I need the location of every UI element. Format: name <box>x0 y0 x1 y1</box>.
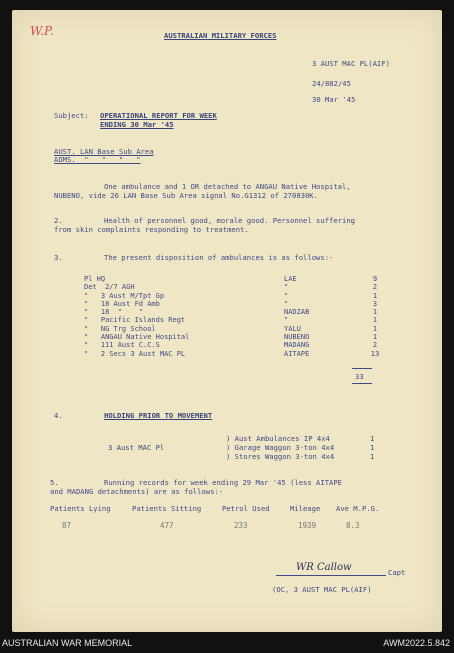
subject-line-1: OPERATIONAL REPORT FOR WEEK <box>100 111 217 120</box>
running-header-1: Patients Lying <box>50 504 111 513</box>
disposition-count: 1 <box>372 324 378 333</box>
para5-line-2: and MADANG detachments) are as follows:- <box>50 487 224 496</box>
disposition-count: 13 <box>370 349 380 358</box>
disposition-count: 9 <box>372 275 378 283</box>
para5-number: 5. <box>50 478 59 487</box>
disposition-row <box>84 283 384 291</box>
total-rule-bottom <box>352 383 372 384</box>
disposition-place: " <box>284 316 289 325</box>
signature-line <box>276 575 386 576</box>
disposition-row <box>84 333 384 341</box>
disposition-row <box>84 292 384 300</box>
disposition-count: 1 <box>372 291 378 300</box>
disposition-unit: " NG Trg School <box>84 324 156 333</box>
disposition-place: YALU <box>284 324 301 333</box>
reference-number: 24/882/45 <box>312 79 351 88</box>
para4-unit: 3 Aust MAC Pl <box>108 443 165 452</box>
running-header-5: Ave M.P.G. <box>336 504 380 513</box>
running-header-4: Mileage <box>290 504 321 513</box>
running-value-4: 1939 <box>298 521 317 530</box>
disposition-total: 33 <box>355 372 364 381</box>
disposition-unit: " 18 " " <box>84 308 144 317</box>
disposition-count: 1 <box>372 333 378 342</box>
running-value-5: 8.3 <box>346 521 360 530</box>
running-value-3: 233 <box>234 521 248 530</box>
disposition-place: MADANG <box>284 341 310 350</box>
addressee-line-2: ADMS. " " " " <box>54 155 141 164</box>
para4-number: 4. <box>54 411 63 420</box>
holding-count-1: 1 <box>370 434 375 443</box>
disposition-unit: " 3 Aust M/Tpt Gp <box>84 291 165 300</box>
para3-number: 3. <box>54 253 63 262</box>
archive-credit: AUSTRALIAN WAR MEMORIAL <box>2 638 133 648</box>
total-rule-top <box>352 368 372 369</box>
running-value-1: 87 <box>62 521 72 530</box>
disposition-unit: " ANGAU Native Hospital <box>84 333 190 342</box>
disposition-place: NADZAB <box>284 308 310 317</box>
para5-line-1: Running records for week ending 29 Mar '45 (less AITAPE <box>104 478 342 487</box>
disposition-row <box>84 300 384 308</box>
disposition-count: 3 <box>372 299 378 308</box>
para1-line-2: NUBENO, vide 26 LAN Base Sub Area signal No.G1312 of 270830K. <box>54 191 318 200</box>
disposition-row <box>84 316 384 324</box>
holding-item-3: ) Stores Waggon 3-ton 4x4 <box>226 452 335 461</box>
disposition-place: NUBENO <box>284 333 310 342</box>
running-header-2: Patients Sitting <box>132 504 202 513</box>
holding-item-2: ) Garage Waggon 3-ton 4x4 <box>226 443 335 452</box>
disposition-place: " <box>284 299 289 308</box>
para2-line-2: from skin complaints responding to treatment. <box>54 225 249 234</box>
holding-count-3: 1 <box>370 452 375 461</box>
running-value-2: 477 <box>160 521 174 530</box>
handwritten-signature: WR Callow <box>296 562 352 573</box>
para4-title: HOLDING PRIOR TO MOVEMENT <box>104 411 213 420</box>
para2-number: 2. <box>54 216 63 225</box>
para2-line-1: Health of personnel good, morale good. Personnel suffering <box>104 216 355 225</box>
disposition-unit: " 2 Secs 3 Aust MAC PL <box>84 349 186 358</box>
signature-rank: Capt <box>388 568 406 577</box>
disposition-row <box>84 325 384 333</box>
org-heading: AUSTRALIAN MILITARY FORCES <box>164 31 277 40</box>
disposition-unit: " 18 Aust Fd Amb <box>84 299 160 308</box>
para1-line-1: One ambulance and 1 OR detached to ANGAU Native Hospital, <box>104 182 351 191</box>
disposition-unit: " Pacific Islands Regt <box>84 316 186 325</box>
holding-count-2: 1 <box>370 443 375 452</box>
disposition-row <box>84 350 384 358</box>
signature-title: (OC, 3 AUST MAC PL(AIF) <box>272 585 372 594</box>
handwritten-mark: W.P. <box>30 24 54 38</box>
disposition-count: 2 <box>372 283 378 292</box>
addressee-line-1: AUST. LAN Base Sub Area <box>54 147 154 156</box>
disposition-place: AITAPE <box>284 349 310 358</box>
disposition-row <box>84 275 384 283</box>
disposition-count: 2 <box>372 341 378 350</box>
disposition-unit: " 111 Aust C.C.S <box>84 341 160 350</box>
disposition-count: 1 <box>372 316 378 325</box>
disposition-place: " <box>284 283 289 292</box>
para3-intro: The present disposition of ambulances is as follows:- <box>104 253 334 262</box>
disposition-unit: Pl HQ <box>84 275 106 283</box>
document-date: 30 Mar '45 <box>312 95 356 104</box>
disposition-row <box>84 341 384 349</box>
disposition-row <box>84 308 384 316</box>
subject-label: Subject: <box>54 111 89 120</box>
disposition-count: 1 <box>372 308 378 317</box>
disposition-place: LAE <box>284 275 297 283</box>
subject-line-2: ENDING 30 Mar '45 <box>100 120 174 129</box>
disposition-table <box>84 275 384 358</box>
unit-name: 3 AUST MAC PL(AIF) <box>312 59 390 68</box>
running-header-3: Petrol Used <box>222 504 270 513</box>
disposition-place: " <box>284 291 289 300</box>
disposition-unit: Det 2/7 AGH <box>84 283 135 292</box>
archive-catalogue-number: AWM2022.5.842 <box>383 638 450 648</box>
holding-item-1: ) Aust Ambulances IP 4x4 <box>226 434 330 443</box>
